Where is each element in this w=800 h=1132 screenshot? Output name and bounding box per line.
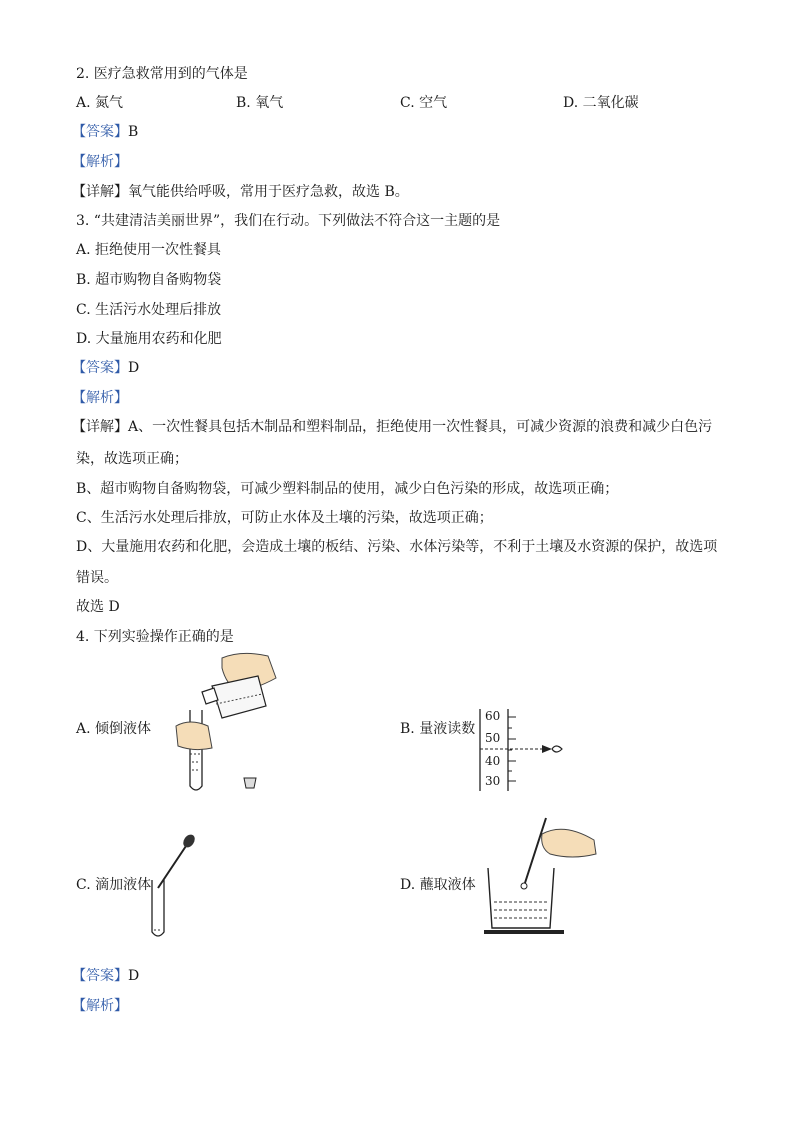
q3-answer-line [72,358,139,378]
q4-option-d-label: D. 蘸取液体 [400,877,476,893]
cylinder-tick-50: 50 [485,731,501,745]
q2-answer-value: B [128,124,139,140]
q3-option-b: B. 超市购物自备购物袋 [76,272,222,288]
q2-answer-tag: 【答案】 [72,124,128,140]
q4-analysis-tag: 【解析】 [72,998,128,1014]
q3-conclusion: 故选 D [76,599,120,615]
q4-option-b-label: B. 量液读数 [400,721,476,737]
q3-detail-line-3: B、超市购物自备购物袋，可减少塑料制品的使用，减少白色污染的形成，故选项正确； [76,481,619,497]
q2-option-d: D. 二氧化碳 [563,95,639,111]
cylinder-tick-40: 40 [485,754,501,768]
q3-detail-tag: 【详解】 [72,419,128,435]
q2-option-a: A. 氮气 [76,95,124,111]
q3-option-a: A. 拒绝使用一次性餐具 [76,242,222,258]
q2-detail-text: 氧气能供给呼吸，常用于医疗急救，故选 B。 [128,184,409,200]
q2-analysis-tag: 【解析】 [72,154,128,170]
q3-option-c: C. 生活污水处理后排放 [76,302,222,318]
q2-answer-line [72,122,138,142]
cylinder-tick-30: 30 [485,774,501,788]
q3-stem: 3. “共建清洁美丽世界”，我们在行动。下列做法不符合这一主题的是 [76,213,501,229]
q3-answer-tag: 【答案】 [72,360,128,376]
q2-detail-tag: 【详解】 [72,184,128,200]
dip-liquid-illustration [484,814,604,938]
q3-option-d: D. 大量施用农药和化肥 [76,331,222,347]
q3-answer-value: D [128,360,140,376]
add-dropwise-illustration [148,832,198,942]
q3-detail-line-4: C、生活污水处理后排放，可防止水体及土壤的污染，故选项正确； [76,510,493,526]
q2-option-b: B. 氧气 [236,95,284,111]
q3-detail-line-6: 错误。 [76,570,118,586]
pour-liquid-illustration [172,648,292,798]
q3-detail-line-5: D、大量施用农药和化肥，会造成土壤的板结、污染、水体污染等，不利于土壤及水资源的保护，故选项 [76,539,718,555]
cylinder-tick-60: 60 [485,709,501,723]
q4-option-c-label: C. 滴加液体 [76,877,152,893]
q4-answer-value: D [128,968,140,984]
q3-detail-text-1: A、一次性餐具包括木制品和塑料制品，拒绝使用一次性餐具，可减少资源的浪费和减少白色污 [128,419,713,435]
q3-detail-line-1 [72,417,712,437]
q4-answer-tag: 【答案】 [72,968,128,984]
q3-detail-line-2: 染，故选项正确； [76,451,188,467]
q3-analysis-tag: 【解析】 [72,390,128,406]
q4-option-a-label: A. 倾倒液体 [76,721,152,737]
q4-stem: 4. 下列实验操作正确的是 [76,629,234,645]
q2-stem: 2. 医疗急救常用到的气体是 [76,66,248,82]
q2-option-c: C. 空气 [400,95,448,111]
q4-answer-line [72,966,139,986]
q2-detail-line [72,182,409,202]
